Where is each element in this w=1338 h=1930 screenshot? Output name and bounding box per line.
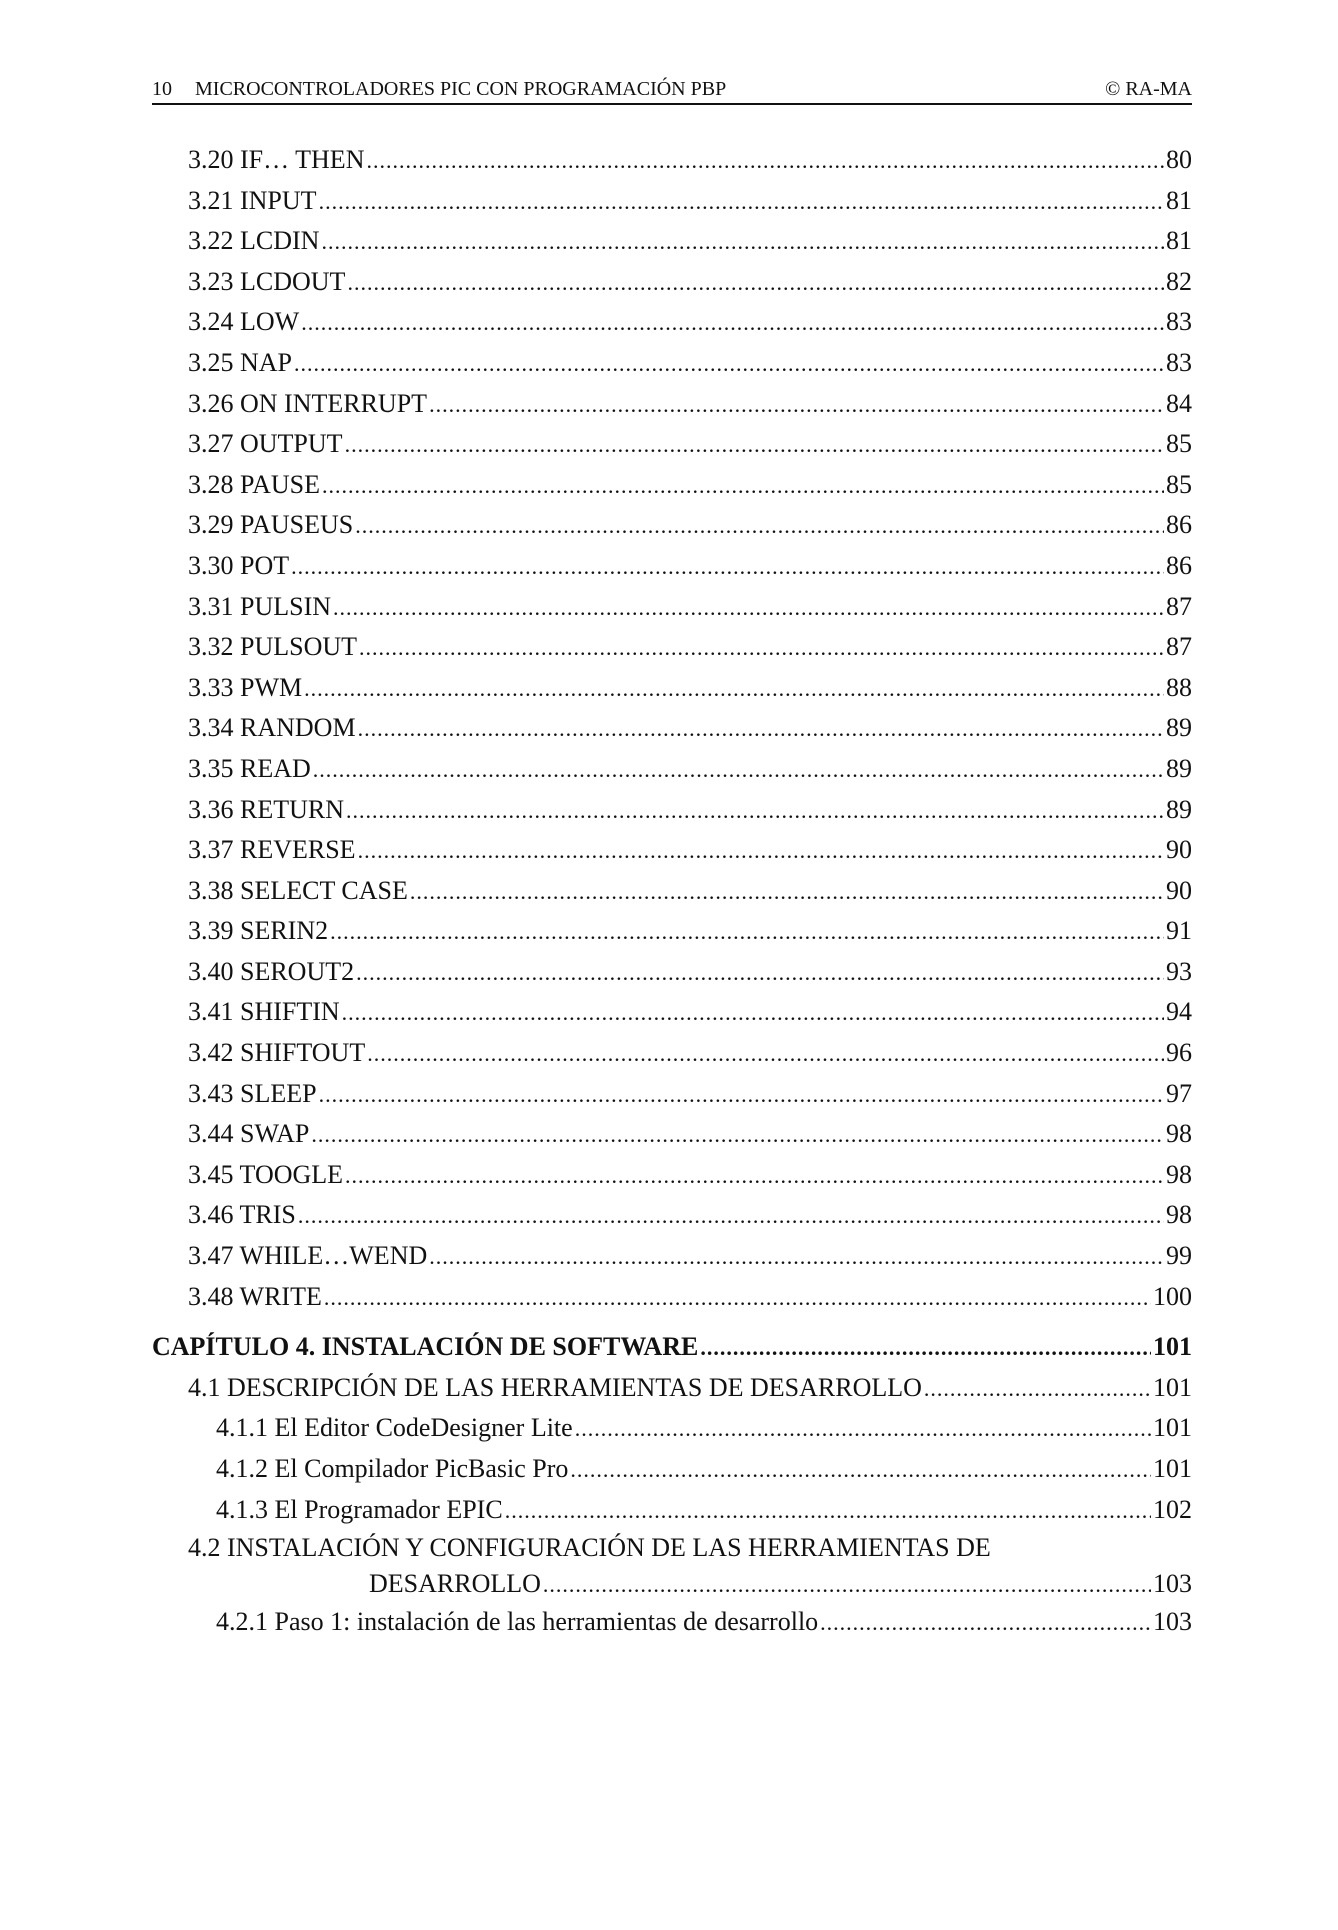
toc-entry-label: 3.46 TRIS: [188, 1200, 296, 1230]
toc-entry-page: 101: [1153, 1413, 1192, 1443]
toc-chapter-4[interactable]: [152, 1327, 1192, 1368]
leader-dots: [505, 1490, 1151, 1532]
toc-entry-label: 3.32 PULSOUT: [188, 632, 358, 662]
toc-entry-page: 101: [1153, 1454, 1192, 1483]
toc-entry-page: 91: [1166, 916, 1192, 946]
toc-entry[interactable]: [152, 221, 1192, 262]
leader-dots: [324, 1277, 1151, 1319]
toc-entry[interactable]: [152, 384, 1192, 425]
toc-entry[interactable]: [152, 749, 1192, 790]
toc-entry-page: 102: [1153, 1494, 1192, 1524]
toc-entry-label: CAPÍTULO 4. INSTALACIÓN DE SOFTWARE: [152, 1332, 699, 1362]
toc-entry-label: 3.37 REVERSE: [188, 835, 356, 865]
leader-dots: [311, 1114, 1164, 1156]
toc-entry-label: 3.43 SLEEP: [188, 1078, 317, 1108]
toc-entry[interactable]: [152, 424, 1192, 465]
toc-entry-page: 101: [1153, 1332, 1192, 1362]
toc-entry[interactable]: [152, 262, 1192, 303]
leader-dots: [298, 1195, 1164, 1237]
leader-dots: [410, 871, 1164, 913]
toc-entry[interactable]: [152, 871, 1192, 912]
leader-dots: [319, 1074, 1164, 1116]
toc-entry[interactable]: [152, 911, 1192, 952]
leader-dots: [301, 302, 1164, 344]
toc-entry-page: 85: [1166, 469, 1192, 499]
toc-entry-page: 89: [1166, 794, 1192, 824]
toc-section-4-1[interactable]: [152, 1368, 1192, 1409]
leader-dots: [356, 952, 1164, 994]
toc-entry-label: 3.28 PAUSE: [188, 469, 320, 499]
leader-dots: [429, 1236, 1164, 1278]
leader-dots: [570, 1449, 1151, 1491]
toc-entry-page: 100: [1153, 1281, 1192, 1311]
header-book-title: MICROCONTROLADORES PIC CON PROGRAMACIÓN PBP: [195, 78, 727, 100]
toc-entry[interactable]: [152, 1155, 1192, 1196]
toc-entry-label: 3.40 SEROUT2: [188, 956, 355, 986]
leader-dots: [347, 262, 1164, 304]
leader-dots: [342, 992, 1164, 1034]
toc-entry-page: 96: [1166, 1038, 1192, 1068]
toc-entry[interactable]: [152, 302, 1192, 343]
toc-entry-label: 4.1.3 El Programador EPIC: [216, 1494, 503, 1524]
toc-entry-page: 88: [1166, 672, 1192, 702]
leader-dots: [346, 790, 1164, 832]
toc-entry[interactable]: [152, 140, 1192, 181]
leader-dots: [924, 1368, 1151, 1410]
toc-entry-label: 3.26 ON INTERRUPT: [188, 388, 428, 418]
toc-entry-label: 4.2.1 Paso 1: instalación de las herramientas de desarrollo: [216, 1607, 819, 1637]
leader-dots: [358, 708, 1164, 750]
leader-dots: [543, 1566, 1151, 1603]
toc-entry-label: 3.29 PAUSEUS: [188, 510, 354, 540]
toc-entry-page: 98: [1166, 1159, 1192, 1189]
toc-entry-label: 3.24 LOW: [188, 307, 300, 337]
toc-entry-label: 3.31 PULSIN: [188, 591, 332, 621]
toc-entry-label: 3.35 READ: [188, 753, 311, 783]
toc-entry-label: 3.44 SWAP: [188, 1119, 310, 1149]
leader-dots: [304, 668, 1164, 710]
toc-entry-label: 3.20 IF… THEN: [188, 145, 365, 174]
toc-entry-page: 97: [1166, 1078, 1192, 1108]
running-header: [152, 78, 1192, 105]
header-page-number: 10: [152, 78, 172, 100]
toc-entry-label: 3.21 INPUT: [188, 185, 317, 215]
table-of-contents: [152, 140, 1192, 1643]
toc-entry-label: 3.34 RANDOM: [188, 713, 356, 743]
toc-entry[interactable]: [152, 505, 1192, 546]
leader-dots: [319, 181, 1164, 223]
leader-dots: [700, 1327, 1151, 1369]
leader-dots: [359, 627, 1164, 669]
toc-entry-page: 94: [1166, 997, 1192, 1027]
toc-entry[interactable]: [152, 992, 1192, 1033]
toc-entry[interactable]: [152, 587, 1192, 628]
toc-entry-page: 87: [1166, 632, 1192, 662]
toc-entry-page: 98: [1166, 1200, 1192, 1230]
toc-entry[interactable]: [152, 952, 1192, 993]
toc-sub-4-1-2[interactable]: [152, 1449, 1192, 1490]
toc-entry-label: 3.39 SERIN2: [188, 916, 329, 946]
toc-entry-label: 3.41 SHIFTIN: [188, 997, 340, 1027]
toc-section-4-2[interactable]: [152, 1530, 1192, 1602]
leader-dots: [429, 384, 1164, 426]
toc-entry-label: 3.25 NAP: [188, 347, 293, 377]
toc-entry[interactable]: [152, 708, 1192, 749]
leader-dots: [330, 911, 1164, 953]
toc-entry-page: 81: [1166, 185, 1192, 215]
toc-entry-page: 82: [1166, 266, 1192, 296]
leader-dots: [358, 830, 1164, 872]
toc-section-4-2-line1: [152, 1530, 1192, 1566]
toc-entry[interactable]: [152, 1195, 1192, 1236]
toc-section-4-2-line2: [152, 1566, 1192, 1602]
toc-entry-label: 4.1.1 El Editor CodeDesigner Lite: [216, 1413, 573, 1443]
toc-sub-4-1-3[interactable]: [152, 1490, 1192, 1531]
toc-entry-page: 103: [1153, 1607, 1192, 1637]
toc-entry-label: 4.1 DESCRIPCIÓN DE LAS HERRAMIENTAS DE DESARROLLO: [188, 1372, 922, 1402]
toc-entry-label: 4.2 INSTALACIÓN Y CONFIGURACIÓN DE LAS HERRAMIENTAS DE: [188, 1533, 991, 1563]
toc-entry-label: 3.36 RETURN: [188, 794, 344, 824]
toc-entry-label: 3.47 WHILE…WEND: [188, 1241, 428, 1271]
chapter-3-entries: [152, 140, 1192, 1317]
toc-entry-label: 3.45 TOOGLE: [188, 1159, 344, 1189]
toc-entry-label: DESARROLLO: [369, 1569, 541, 1599]
toc-entry-label: 3.33 PWM: [188, 672, 303, 702]
toc-entry-page: 86: [1166, 510, 1192, 540]
leader-dots: [367, 1033, 1164, 1075]
leader-dots: [820, 1602, 1151, 1644]
toc-entry[interactable]: [152, 790, 1192, 831]
toc-entry[interactable]: [152, 546, 1192, 587]
toc-entry[interactable]: [152, 181, 1192, 222]
toc-entry[interactable]: [152, 1074, 1192, 1115]
toc-sub-4-2-1[interactable]: [152, 1602, 1192, 1643]
toc-entry-page: 99: [1166, 1241, 1192, 1271]
toc-entry-label: 3.48 WRITE: [188, 1281, 322, 1311]
toc-entry-label: 3.22 LCDIN: [188, 226, 320, 256]
toc-entry[interactable]: [152, 343, 1192, 384]
header-left: [152, 78, 744, 101]
toc-entry-page: 81: [1166, 226, 1192, 256]
leader-dots: [345, 1155, 1164, 1197]
header-publisher: © RA-MA: [1105, 78, 1192, 100]
leader-dots: [575, 1408, 1151, 1450]
toc-entry-label: 3.27 OUTPUT: [188, 429, 343, 459]
toc-entry-page: 84: [1166, 388, 1192, 418]
toc-entry[interactable]: [152, 830, 1192, 871]
toc-entry-page: 83: [1166, 347, 1192, 377]
toc-entry[interactable]: [152, 1277, 1192, 1318]
toc-entry-page: 89: [1166, 713, 1192, 743]
toc-entry-page: 98: [1166, 1119, 1192, 1149]
toc-entry-page: 89: [1166, 753, 1192, 783]
toc-entry-page: 101: [1153, 1372, 1192, 1402]
toc-entry-label: 3.30 POT: [188, 550, 290, 580]
toc-entry-page: 93: [1166, 956, 1192, 986]
toc-entry-label: 3.23 LCDOUT: [188, 266, 346, 296]
toc-entry[interactable]: [152, 1033, 1192, 1074]
toc-entry[interactable]: [152, 1236, 1192, 1277]
toc-entry-page: 103: [1153, 1569, 1192, 1599]
leader-dots: [321, 221, 1164, 263]
toc-entry-label: 3.42 SHIFTOUT: [188, 1038, 366, 1068]
toc-entry-page: 90: [1166, 875, 1192, 905]
leader-dots: [322, 465, 1164, 507]
toc-entry-page: 87: [1166, 591, 1192, 621]
toc-entry-page: 85: [1166, 429, 1192, 459]
toc-sub-4-1-1[interactable]: [152, 1408, 1192, 1449]
toc-entry[interactable]: [152, 627, 1192, 668]
leader-dots: [291, 546, 1164, 588]
toc-entry-label: 4.1.2 El Compilador PicBasic Pro: [216, 1454, 569, 1483]
toc-entry[interactable]: [152, 668, 1192, 709]
leader-dots: [313, 749, 1164, 791]
leader-dots: [345, 424, 1164, 466]
toc-entry-page: 86: [1166, 550, 1192, 580]
toc-entry-page: 83: [1166, 307, 1192, 337]
toc-entry-page: 90: [1166, 835, 1192, 865]
toc-entry[interactable]: [152, 1114, 1192, 1155]
toc-entry[interactable]: [152, 465, 1192, 506]
leader-dots: [333, 587, 1164, 629]
leader-dots: [294, 343, 1164, 385]
leader-dots: [355, 505, 1164, 547]
toc-entry-label: 3.38 SELECT CASE: [188, 875, 408, 905]
leader-dots: [366, 140, 1164, 182]
toc-entry-page: 80: [1166, 145, 1192, 174]
